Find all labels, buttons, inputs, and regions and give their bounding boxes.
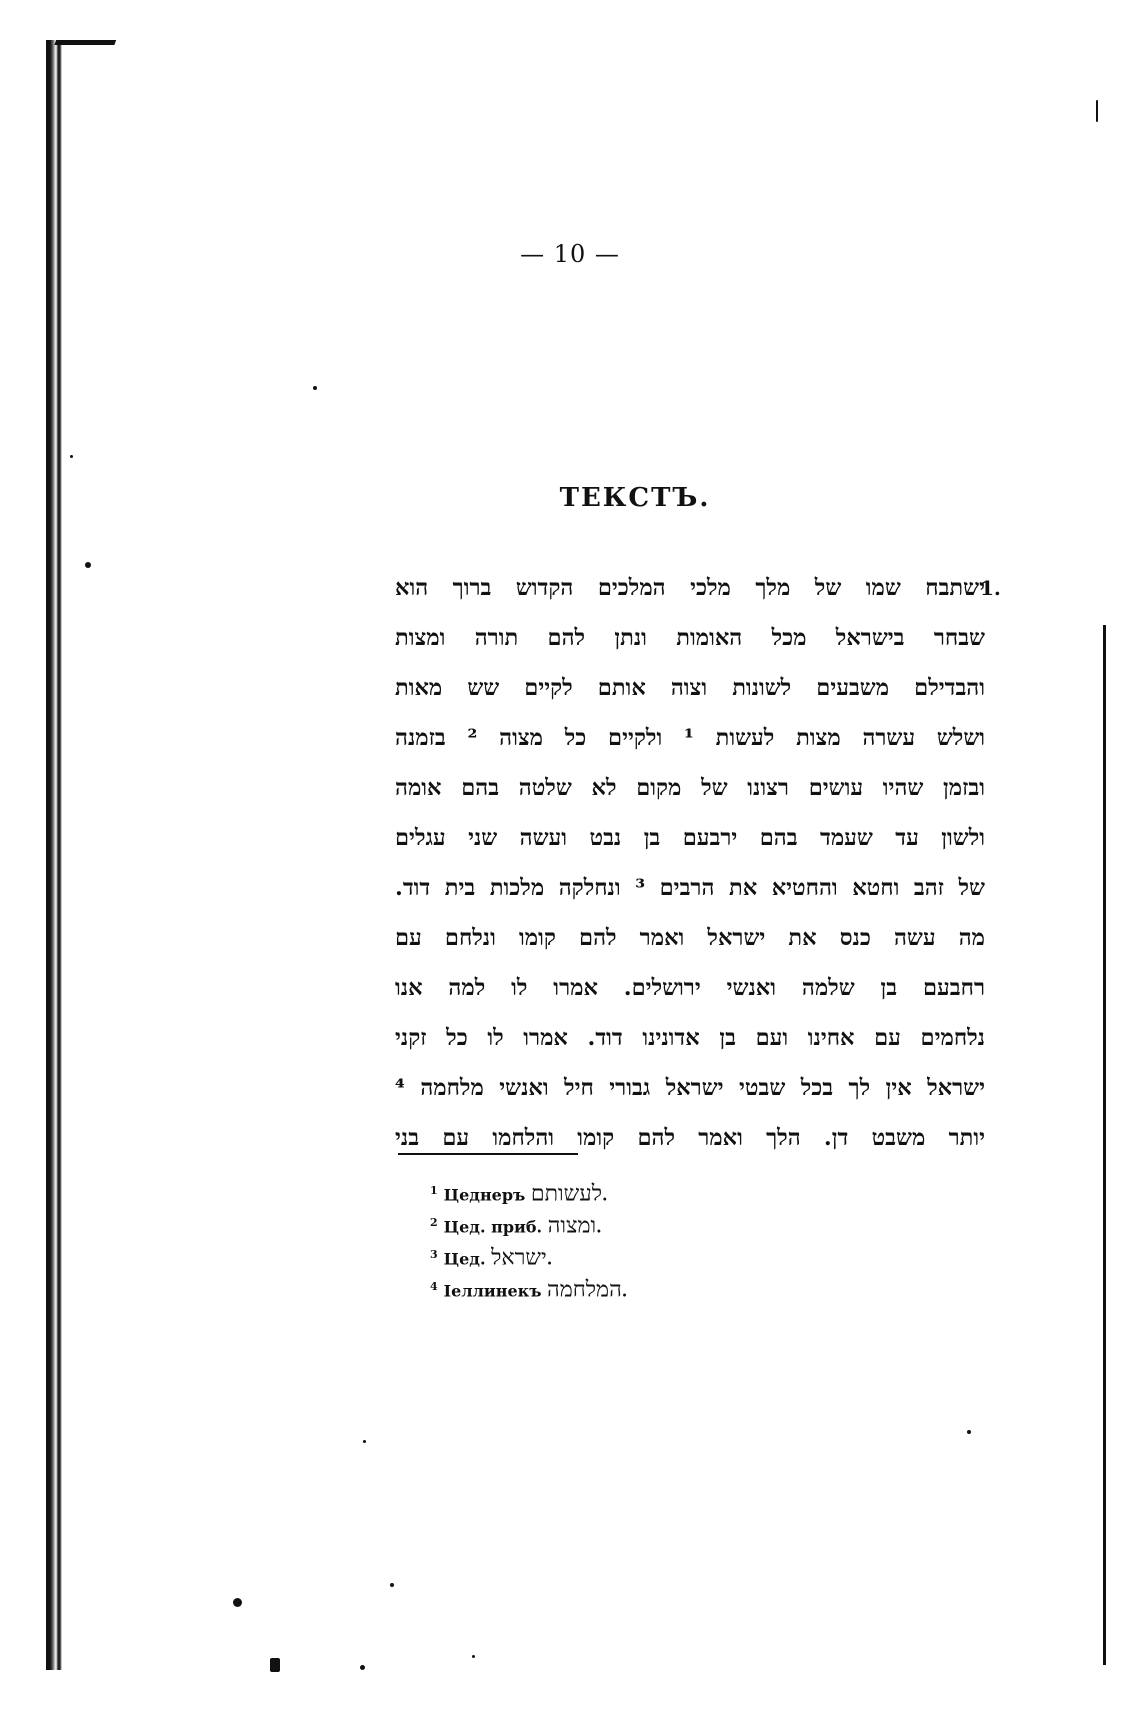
footnote [430, 1207, 830, 1239]
footnote-separator [398, 1153, 578, 1155]
footnote-hebrew: לעשותם [530, 1181, 602, 1207]
page-right-edge [1103, 625, 1106, 1665]
footnote-hebrew: המלחמה [547, 1277, 622, 1303]
footnote-number: 2 [430, 1216, 438, 1229]
footnote [430, 1239, 830, 1271]
footnote-end: . [596, 1217, 602, 1237]
scan-speck [270, 1658, 280, 1672]
page-left-edge [46, 40, 62, 1670]
footnote-end: . [601, 1185, 608, 1205]
scan-speck [1096, 100, 1098, 122]
footnote-source: Цед. [443, 1249, 486, 1269]
footnote [430, 1175, 830, 1207]
verse-number: 1. [980, 576, 1001, 600]
scan-speck [233, 1598, 242, 1607]
text-line: שבחר בישראל מכל האומות ונתן להם תורה ומצות [395, 625, 985, 651]
scan-speck [390, 1583, 394, 1587]
scan-speck [85, 562, 91, 568]
footnote [430, 1271, 830, 1303]
text-line: רחבעם בן שלמה ואנשי ירושלים. אמרו לו למה אנו [395, 975, 985, 1001]
scan-speck [70, 455, 73, 458]
text-line: נלחמים עם אחינו ועם בן אדונינו דוד. אמרו לו כל זקני [395, 1025, 985, 1051]
footnotes [430, 1175, 830, 1303]
scan-speck [360, 1665, 365, 1670]
text-line: והבדילם משבעים לשונות וצוה אותם לקיים שש מאות [395, 675, 985, 701]
scan-speck [363, 1440, 366, 1443]
text-line: של זהב וחטא והחטיא את הרבים ³ ונחלקה מלכות בית דוד. [395, 875, 985, 901]
footnote-hebrew: ומצוה [547, 1213, 597, 1239]
text-line: ובזמן שהיו עושים רצונו של מקום לא שלטה בהם אומה [395, 775, 985, 801]
footnote-number: 1 [430, 1184, 438, 1197]
text-line: יותר משבט דן. הלך ואמר להם קומו והלחמו עם בני [395, 1125, 985, 1151]
scan-speck [967, 1430, 971, 1434]
text-line: ישתבח שמו של מלך מלכי המלכים הקדוש ברוך הוא [395, 575, 985, 601]
page-number: — 10 — [520, 240, 620, 268]
scan-speck [313, 386, 317, 390]
footnote-hebrew: ישראל [491, 1245, 547, 1271]
section-heading [0, 483, 1140, 513]
footnote-end: . [546, 1249, 553, 1269]
scan-speck [472, 1655, 475, 1658]
footnote-source: Цеднеръ [443, 1185, 526, 1205]
section-heading-text: ТЕКСТЪ. [559, 483, 711, 513]
footnote-source: Цед. приб. [443, 1217, 543, 1237]
hebrew-text-block [395, 563, 985, 1163]
text-line: ושלש עשרה מצות לעשות ¹ ולקיים כל מצוה ² בזמנה [395, 725, 985, 751]
footnote-number: 4 [430, 1280, 438, 1293]
footnote-number: 3 [430, 1248, 438, 1261]
footnote-source: Іеллинекъ [443, 1281, 542, 1301]
footnote-end: . [621, 1281, 628, 1301]
text-line: מה עשה כנס את ישראל ואמר להם קומו ונלחם עם [395, 925, 985, 951]
text-line: ישראל אין לך בכל שבטי ישראל גבורי חיל ואנשי מלחמה ⁴ [395, 1075, 985, 1101]
text-line: ולשון עד שעמד בהם ירבעם בן נבט ועשה שני עגלים [395, 825, 985, 851]
